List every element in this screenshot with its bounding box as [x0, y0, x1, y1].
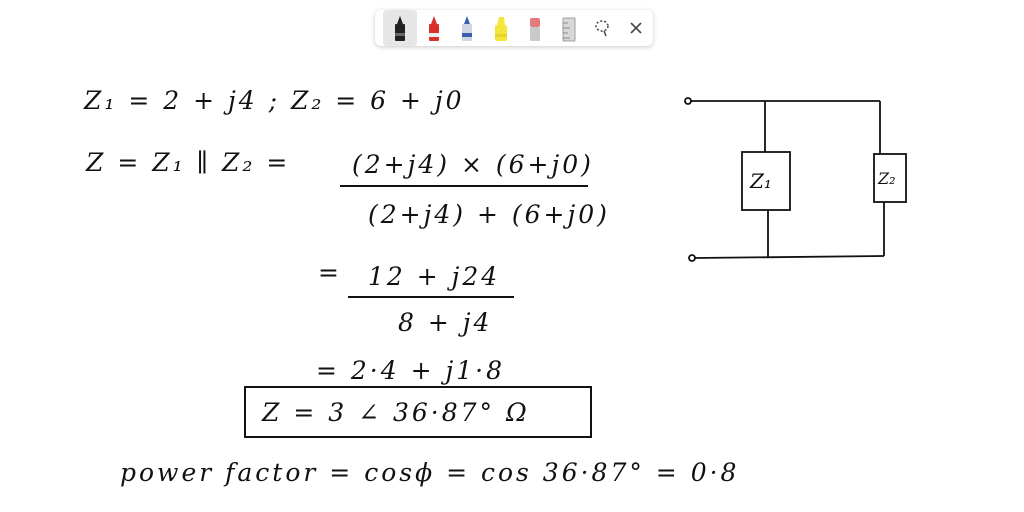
fraction-bar [340, 185, 588, 187]
boxed-result [244, 386, 592, 438]
simplified-denominator: 8 + j4 [398, 308, 493, 337]
parallel-denominator: (2+j4) + (6+j0) [368, 200, 610, 229]
highlighter-icon [491, 13, 511, 43]
simplified-numerator: 12 + j24 [368, 262, 501, 291]
parallel-circuit-diagram [680, 92, 920, 272]
pen-icon [424, 13, 444, 43]
eraser-tool[interactable] [518, 10, 552, 46]
polar-impedance-result: Z = 3 ∠ 36·87° Ω [262, 398, 530, 427]
blue-pen-tool[interactable] [451, 10, 485, 46]
step-equals: = [318, 258, 342, 287]
ruler-tool[interactable] [552, 10, 586, 46]
parallel-impedance-lhs: Z = Z₁ ∥ Z₂ = [86, 148, 291, 177]
z1-label: Z₁ [750, 169, 772, 193]
eraser-icon [525, 13, 545, 43]
black-pen-tool[interactable] [383, 10, 417, 46]
pen-icon [390, 13, 410, 43]
lasso-icon [592, 18, 612, 38]
close-icon [629, 21, 643, 35]
close-toolbar-button[interactable] [619, 10, 653, 46]
input-terminal-top [685, 98, 691, 104]
bottom-wire [695, 256, 884, 258]
z2-label: Z₂ [878, 169, 896, 188]
power-factor-line: power factor = cosϕ = cos 36·87° = 0·8 [120, 458, 740, 487]
drawing-toolbar [375, 10, 653, 46]
yellow-highlighter-tool[interactable] [484, 10, 518, 46]
pen-icon [457, 13, 477, 43]
lasso-select-tool[interactable] [586, 10, 620, 46]
parallel-numerator: (2+j4) × (6+j0) [352, 150, 594, 179]
given-impedances: Z₁ = 2 + j4 ; Z₂ = 6 + j0 [84, 86, 465, 115]
rectangular-result: = 2·4 + j1·8 [316, 356, 506, 385]
fraction-bar [348, 296, 514, 298]
red-pen-tool[interactable] [417, 10, 451, 46]
input-terminal-bottom [689, 255, 695, 261]
ruler-icon [559, 13, 579, 43]
